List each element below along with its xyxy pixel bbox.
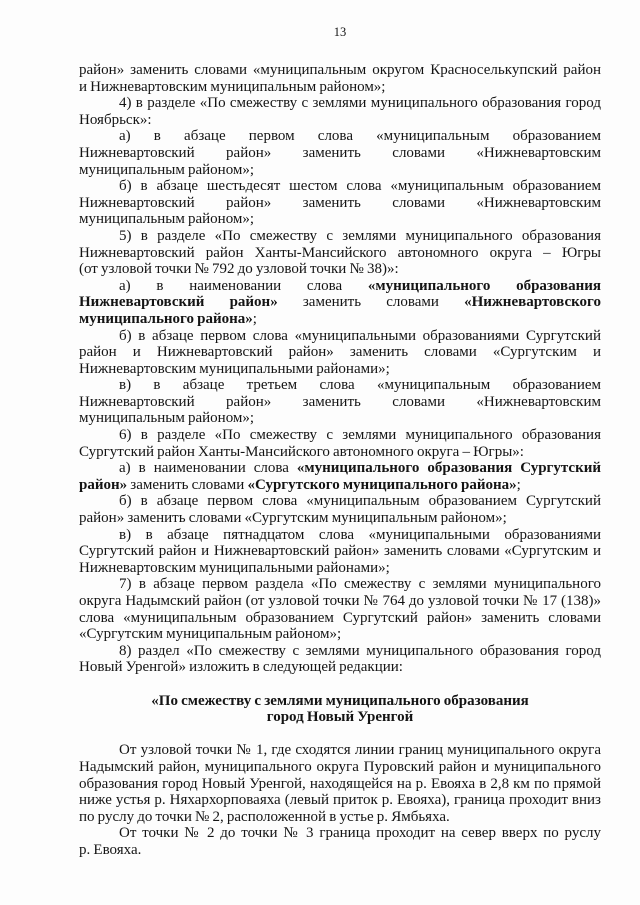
regular-text: а) в наименовании слова [119, 460, 297, 477]
document-body [79, 62, 601, 859]
paragraph [79, 825, 601, 858]
text-line: От узловой точки № 1, где сходятся линии границ муниципального округа [119, 742, 601, 759]
heading-line: город Новый Уренгой [266, 709, 414, 726]
page-number: 13 [333, 25, 347, 39]
text-line: муниципальным районом»; [79, 161, 255, 178]
paragraph [79, 460, 601, 493]
paragraph [79, 527, 601, 577]
text-line: Ноябрьск»: [79, 111, 152, 128]
text-line [79, 477, 601, 494]
text-line: Нижневартовским муниципальными районами»; [79, 360, 390, 377]
paragraph [79, 62, 601, 95]
paragraph [79, 742, 601, 825]
text-line: муниципальным районом»; [79, 410, 255, 427]
bold-text: Нижневартовский район» [79, 294, 278, 311]
regular-text: ; [252, 310, 257, 327]
text-line: б) в абзаце шестьдесят шестом слова «муниципальным образованием [119, 178, 601, 195]
regular-text: заменить словами [127, 476, 248, 493]
spacer [79, 676, 601, 693]
paragraph [79, 178, 601, 228]
text-line: район и Нижневартовский район» заменить словами «Сургутским и [79, 344, 601, 361]
paragraph [79, 228, 601, 278]
text-line: 6) в разделе «По смежеству с землями муниципального образования [119, 427, 601, 444]
paragraph [79, 128, 601, 178]
text-line: б) в абзаце первом слова «муниципальным образованием Сургутский [119, 493, 601, 510]
bold-text: муниципального района» [79, 310, 253, 327]
text-line: Нижневартовский район» заменить словами «Нижневартовским [79, 144, 601, 161]
text-line: От точки № 2 до точки № 3 граница проходит на север вверх по руслу [119, 825, 601, 842]
text-line: район» заменить словами «Сургутским муниципальным районом»; [79, 510, 507, 527]
regular-text: а) в наименовании слова [119, 277, 368, 294]
text-line: Нижневартовский район Ханты-Мансийского автономного округа – Югры [79, 244, 601, 261]
bold-text: район» [79, 476, 128, 493]
text-line: 4) в разделе «По смежеству с землями муниципального образования город [119, 95, 601, 112]
paragraph [79, 643, 601, 676]
text-line: в) в абзаце третьем слова «муниципальным образованием [119, 377, 601, 394]
text-line: 8) раздел «По смежеству с землями муниципального образования город [119, 642, 601, 659]
text-line: р. Евояха. [79, 841, 142, 858]
text-line: 5) в разделе «По смежеству с землями муниципального образования [119, 227, 601, 244]
text-line [79, 278, 601, 295]
bold-text: «Сургутского муниципального района» [247, 476, 517, 493]
text-line [79, 311, 601, 328]
text-line: район» заменить словами «муниципальным округом Красноселькупский район [79, 62, 601, 78]
text-line: в) в абзаце пятнадцатом слова «муниципальными образованиями [119, 526, 601, 543]
text-line: округа Надымский район (от узловой точки № 764 до узловой точки № 17 (138)» [79, 593, 601, 609]
paragraph [79, 576, 601, 642]
text-line: Сургутский район и Нижневартовский район» заменить словами «Сургутским и [79, 543, 601, 560]
text-line: слова «муниципальным образованием Сургутский район» заменить словами [79, 609, 601, 626]
text-line: Нижневартовским муниципальными районами»; [79, 559, 390, 576]
text-line: (от узловой точки № 792 до узловой точки № 38)»: [79, 261, 399, 278]
text-line: Нижневартовский район» заменить словами «Нижневартовским [79, 194, 601, 211]
bold-text: «Нижневартовского [464, 294, 601, 311]
spacer [79, 726, 601, 743]
bold-text: «муниципального образования Сургутский [296, 460, 601, 477]
paragraph [79, 493, 601, 526]
text-line: и Нижневартовским муниципальным районом»; [79, 78, 386, 95]
text-line: ниже устья р. Няхархорповаяха (левый приток р. Евояха), граница проходит вниз [79, 792, 601, 809]
text-line [79, 294, 601, 311]
paragraph [79, 377, 601, 427]
text-line: Надымский район, муниципального округа Пуровский район и муниципального [79, 758, 601, 775]
section-heading [79, 693, 601, 726]
text-line [79, 460, 601, 477]
bold-text: «муниципального образования [367, 277, 601, 294]
paragraph [79, 278, 601, 328]
regular-text: заменить словами [277, 294, 465, 311]
paragraph [79, 328, 601, 378]
text-line: б) в абзаце первом слова «муниципальными образованиями Сургутский [119, 327, 601, 344]
paragraph [79, 427, 601, 460]
text-line: 7) в абзаце первом раздела «По смежеству с землями муниципального [119, 576, 601, 593]
paragraph [79, 95, 601, 128]
text-line: муниципальным районом»; [79, 211, 255, 228]
text-line: образования город Новый Уренгой, находящейся на р. Евояха в 2,8 км по прямой [79, 775, 601, 792]
text-line: Нижневартовский район» заменить словами «Нижневартовским [79, 393, 601, 410]
text-line: Новый Уренгой» изложить в следующей редакции: [79, 659, 403, 676]
regular-text: ; [516, 476, 521, 493]
heading-line: «По смежеству с землями муниципального образования [151, 692, 529, 709]
text-line: а) в абзаце первом слова «муниципальным образованием [119, 128, 601, 145]
text-line: «Сургутским муниципальным районом»; [79, 626, 342, 643]
text-line: Сургутский район Ханты-Мансийского автономного округа – Югры»: [79, 443, 524, 460]
text-line: по руслу до точки № 2, расположенной в устье р. Ямбьяха. [79, 808, 450, 825]
